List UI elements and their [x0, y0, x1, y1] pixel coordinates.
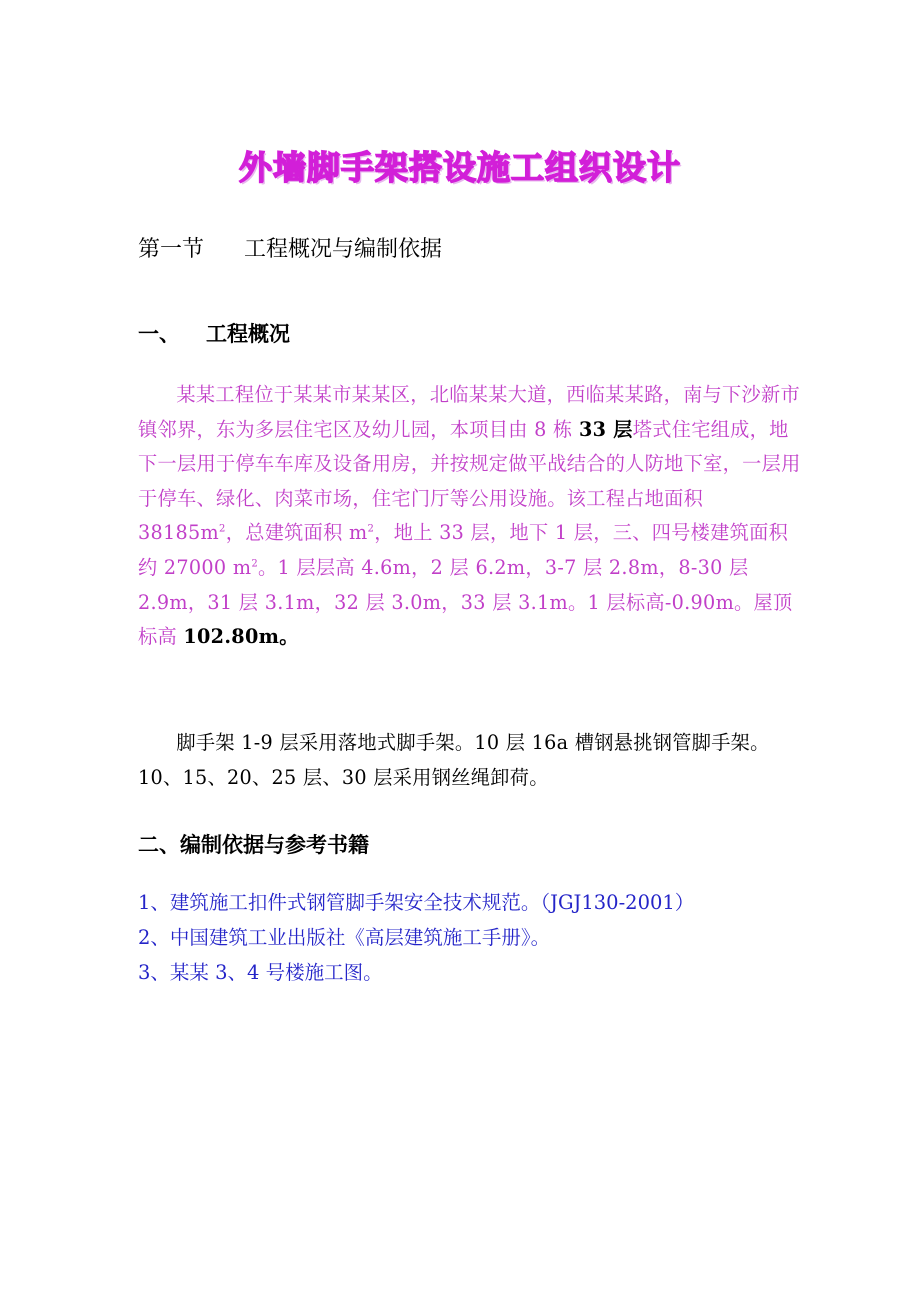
superscript-2: 2	[219, 523, 226, 535]
reference-list	[138, 885, 694, 990]
subheading-project-overview	[138, 318, 290, 348]
document-title: 外墙脚手架搭设施工组织设计	[239, 148, 681, 187]
reference-item: 3、某某 3、4 号楼施工图。	[138, 961, 383, 984]
subheading-name: 工程概况	[206, 322, 290, 346]
reference-item: 2、中国建筑工业出版社《高层建筑施工手册》。	[138, 926, 551, 949]
project-overview-paragraph	[138, 378, 802, 655]
overview-text-f: 。1 层层高 4.6m，2 层 6.2m，3-7 层 2.8m，8-30 层 2.9m，31 层 3.1m，32 层 3.0m，33 层 3.1m。1 层标高-0.90m。屋顶标高	[138, 555, 793, 649]
overview-text-a: 某某工程位于某某市某某区，北临某某大道，西临某某路，南与下沙新市镇邻界，东为多层住宅区及幼儿园，本项目由 8 栋	[138, 383, 800, 441]
reference-item: 1、建筑施工扣件式钢管脚手架安全技术规范。（JGJ130-2001）	[138, 891, 695, 914]
subheading-references: 二、编制依据与参考书籍	[138, 833, 369, 857]
section-number: 第一节	[138, 237, 205, 262]
overview-floors-bold: 33 层	[578, 417, 633, 441]
overview-text-d: ，总建筑面积 m	[225, 521, 368, 545]
section-name: 工程概况与编制依据	[244, 237, 443, 262]
roof-elevation-bold: 102.80m	[183, 625, 280, 649]
superscript-2: 2	[367, 523, 375, 535]
section-heading	[138, 232, 442, 263]
overview-text-end: 。	[279, 625, 299, 649]
superscript-2: 2	[251, 558, 258, 570]
overview-text-e: ，地上 33 层，地下 1 层，三、四号楼建筑面积约 27000 m	[138, 521, 789, 579]
subheading-number: 一、	[138, 322, 180, 346]
overview-text-c: 塔式住宅组成，地下一层用于停车车库及设备用房，并按规定做平战结合的人防地下室，一层用于停车、绿化、肉菜市场，住宅门厅等公用设施。该工程占地面积 38185m	[138, 417, 801, 545]
scaffold-paragraph: 脚手架 1-9 层采用落地式脚手架。10 层 16a 槽钢悬挑钢管脚手架。10、15、20、25 层、30 层采用钢丝绳卸荷。	[138, 731, 770, 789]
